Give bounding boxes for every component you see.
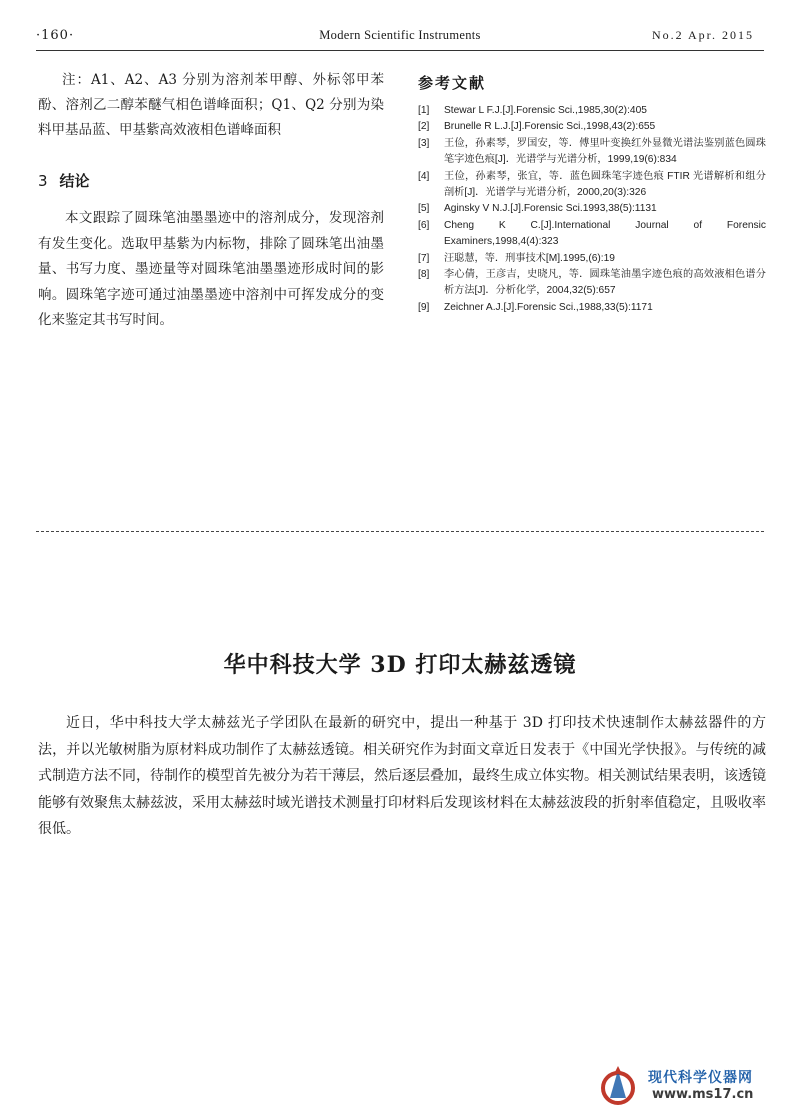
journal-name: Modern Scientific Instruments bbox=[319, 28, 481, 42]
reference-item: [8] 李心倩，王彦吉，史晓凡，等．圆珠笔油墨字迹色痕的高效液相色谱分析方法[J]．分析化学，2004,32(5):657 bbox=[418, 269, 766, 297]
issue-info: No.2 Apr. 2015 bbox=[651, 28, 754, 42]
reference-item: [3] 王俭，孙素琴，罗国安，等．傅里叶变换红外显微光谱法鉴别蓝色圆珠笔字迹色痕[J]．光谱学与光谱分析，1999,19(6):834 bbox=[418, 137, 766, 166]
table-note: 注：A1、A2、A3 分别为溶剂苯甲醇、外标邻甲苯酚、溶剂乙二醇苯醚气相色谱峰面积；Q1、Q2 分别为染料甲基品蓝、甲基紫高效液相色谱峰面积 bbox=[38, 72, 384, 138]
conclusion-paragraph: 本文跟踪了圆珠笔油墨墨迹中的溶剂成分，发现溶剂有发生变化。选取甲基紫为内标物，排除了圆珠笔出油墨量、书写力度、墨迹量等对圆珠笔油墨墨迹形成时间的影响。圆珠笔字迹可通过油墨墨迹中溶剂中可挥发成分的变化来鉴定其书写时间。 bbox=[38, 210, 384, 328]
reference-item: [4] 王俭，孙素琴，张宜，等．蓝色圆珠笔字迹色痕 FTIR 光谱解析和组分剖析[J]．光谱学与光谱分析，2000,20(3):326 bbox=[418, 170, 766, 199]
section-heading bbox=[38, 170, 384, 191]
watermark-name: 现代科学仪器网 bbox=[648, 1070, 753, 1086]
instrument-logo-icon bbox=[596, 1064, 644, 1108]
section-divider bbox=[36, 531, 764, 532]
reference-item: [7] 汪聪慧，等．刑事技术[M].1995,(6):19 bbox=[418, 252, 615, 264]
watermark-url: www.ms17.cn bbox=[652, 1087, 754, 1102]
references-title: 参考文献 bbox=[418, 74, 487, 92]
page-number: ·160· bbox=[36, 28, 75, 43]
reference-list bbox=[418, 103, 766, 316]
reference-item: [2] Brunelle R L.J.[J].Forensic Sci.,1998,43(2):655 bbox=[418, 121, 656, 133]
section-title: 结论 bbox=[59, 172, 90, 190]
site-watermark bbox=[596, 1064, 774, 1108]
reference-item: [5] Aginsky V N.J.[J].Forensic Sci.1993,38(5):1131 bbox=[418, 203, 657, 215]
news-title: 华中科技大学 3D 打印太赫兹透镜 bbox=[223, 652, 577, 678]
reference-item: [6] Cheng K C.[J].International Journal of Forensic Examiners,1998,4(4):323 bbox=[418, 219, 766, 248]
section-number: 3 bbox=[38, 172, 48, 190]
header-rule bbox=[36, 50, 764, 51]
news-body: 近日，华中科技大学太赫兹光子学团队在最新的研究中，提出一种基于 3D 打印技术快速制作太赫兹器件的方法，并以光敏树脂为原材料成功制作了太赫兹透镜。相关研究作为封面文章近日发表于《中国光学快报》。与传统的减式制造方法不同，待制作的模型首先被分为若干薄层，然后逐层叠加，最终生成立体实物。相关测试结果表明，该透镜能够有效聚焦太赫兹波，采用太赫兹时域光谱技术测量打印材料后发现该材料在太赫兹波段的折射率值稳定，且吸收率很低。 bbox=[38, 715, 766, 837]
reference-item: [1] Stewar L F.J.[J].Forensic Sci.,1985,30(2):405 bbox=[418, 105, 647, 116]
reference-item: [9] Zeichner A.J.[J].Forensic Sci.,1988,33(5):1171 bbox=[418, 301, 653, 313]
